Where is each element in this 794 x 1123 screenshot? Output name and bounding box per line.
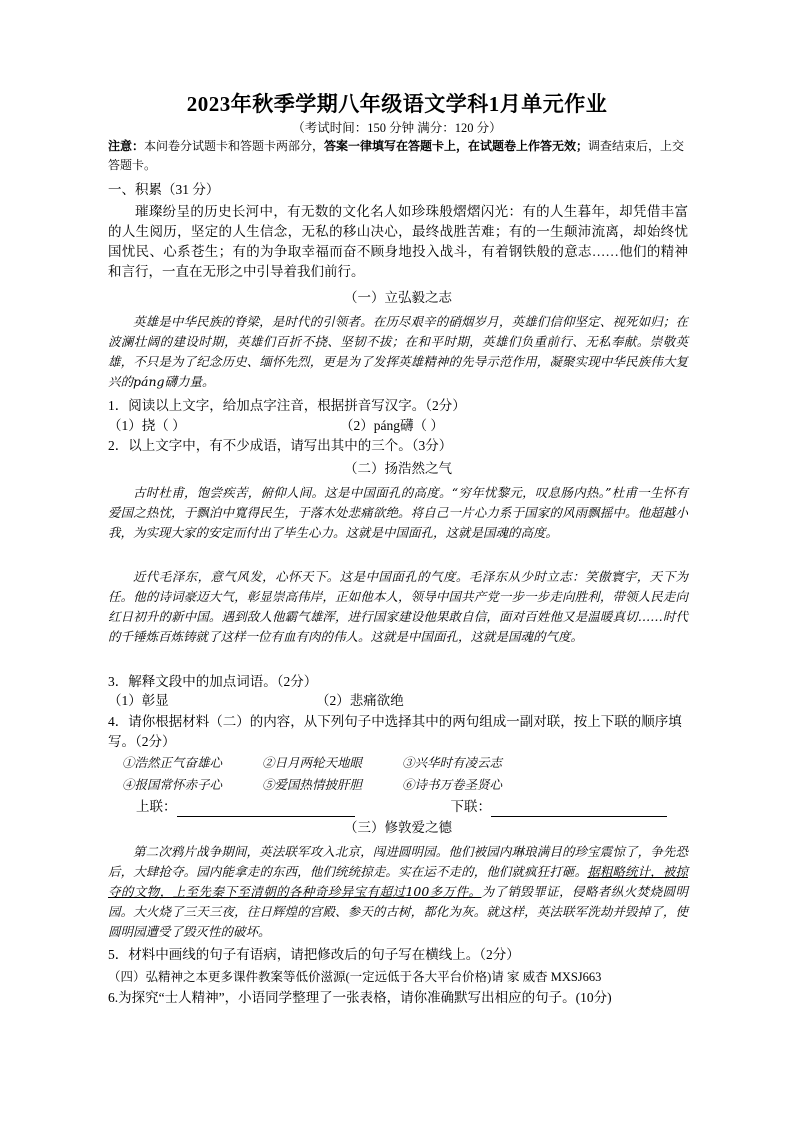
- question-3-a: （1）彰显: [108, 693, 169, 708]
- page-title: 2023年秋季学期八年级语文学科1月单元作业: [186, 92, 608, 116]
- part-1-heading: （一）立弘毅之志: [344, 290, 452, 305]
- part-2-passage-2: 近代毛泽东，意气风发，心怀天下。这是中国面孔的气度。毛泽东从少时立志：笑傲寰宇，天下为任。他的诗词豪迈大气，彰显崇高伟岸，正如他本人，领导中国共产党一步一步走向胜利，带领人民走向红日初升的新中国。遇到敌人他霸气雄浑，进行国家建设他果敢自信，面对百姓他又是温暖真切……时代的千锤炼百炼铸就了这样一位有血有肉的伟人。这就是中国面孔，这就是国魂的气度。: [108, 569, 688, 644]
- question-1-a: （1）挠（ ）: [108, 418, 186, 433]
- option-5: ⑤爱国热情披肝胆: [262, 777, 363, 792]
- couplet-options-row-2: [122, 775, 702, 795]
- part-3-passage: [108, 842, 688, 942]
- question-1: 1．阅读以上文字，给加点字注音，根据拼音写汉字。（2分）: [108, 398, 466, 413]
- part-3-passage-a: 第二次鸦片战争期间，英法联军攻入北京，闯进圆明园。他们被园内琳琅满目的珍宝震惊了，争先恐后，大肆抢夺。园内能拿走的东西，他们统统掠走。实在运不走的，他们就疯狂打砸。: [108, 844, 688, 879]
- part-3-passage-b: 为了销毁罪证，侵略者纵火焚烧圆明园。大火烧了三天三夜，往日辉煌的宫殿、参天的古树，都化为灰。就这样，英法联军洗劫并毁掉了，使圆明园遭受了毁灭性的破坏。: [108, 884, 688, 939]
- question-1-answers: [108, 416, 688, 436]
- option-3: ③兴华时有凌云志: [402, 755, 503, 770]
- question-6: 6.为探究“士人精神”，小语同学整理了一张表格，请你准确默写出相应的句子。(10分): [108, 990, 612, 1005]
- section-1-heading: 一、积累（31 分）: [108, 182, 220, 197]
- option-2: ②日月两轮天地眼: [262, 755, 363, 770]
- option-4: ④报国常怀赤子心: [122, 777, 223, 792]
- section-1-intro: 璀璨纷呈的历史长河中，有无数的文化名人如珍珠般熠熠闪光：有的人生暮年，却凭借丰富的人生阅历，坚定的人生信念，无私的移山决心，最终战胜苦难；有的一生颠沛流离，却始终忧国忧民、心系苍生；有的为争取幸福而奋不顾身地投入战斗，有着钢铁般的意志……他们的精神和言行，一直在无形之中引导着我们前行。: [108, 204, 688, 279]
- question-5: 5．材料中画线的句子有语病，请把修改后的句子写在横线上。（2分）: [108, 947, 520, 962]
- part-1-passage: 英雄是中华民族的脊梁，是时代的引领者。在历尽艰辛的硝烟岁月，英雄们信仰坚定、视死如归；在波澜壮阔的建设时期，英雄们百折不挠、坚韧不拔；在和平时期，英雄们负重前行、无私奉献。崇敬英雄，不只是为了纪念历史、缅怀先烈，更是为了发挥英雄精神的先导示范作用，凝聚实现中华民族伟大复兴的páng礴力量。: [108, 314, 688, 389]
- exam-info: （考试时间：150 分钟 满分：120 分）: [292, 121, 502, 135]
- question-3-items: [108, 691, 688, 711]
- part-2-heading: （二）扬浩然之气: [344, 461, 452, 476]
- part-2-passage-1: 古时杜甫，饱尝疾苦，俯仰人间。这是中国面孔的高度。“穷年忧黎元，叹息肠内热。”杜甫一生怀有爱国之热忱，于飘泊中寬得民生，于落木处悲痛欲绝。将自己一片心力系于国家的风雨飘摇中。他超越小我，为实现大家的安定而付出了毕生心力。这就是中国面孔，这就是国魂的高度。: [108, 485, 688, 540]
- option-1: ①浩然正气奋雄心: [122, 755, 223, 770]
- lower-couplet-blank[interactable]: [491, 802, 667, 817]
- question-4: 4．请你根据材料（二）的内容，从下列句子中选择其中的两句组成一副对联，按上下联的顺序填写。（2分）: [108, 714, 682, 749]
- question-3-b: （2）悲痛欲绝: [316, 693, 404, 708]
- couplet-options-row-1: [122, 753, 702, 773]
- part-3-heading: （三）修敦爱之德: [344, 820, 452, 835]
- question-2: 2．以上文字中，有不少成语，请写出其中的三个。（3分）: [108, 438, 453, 453]
- upper-couplet-label: 上联：: [136, 799, 177, 814]
- question-1-b: （2）páng礴（ ）: [340, 418, 444, 433]
- notice-end: 调查结束后，上交答题卡。: [108, 139, 685, 172]
- part-4-heading: （四）弘精神之本更多课件教案等低价滋源(一定远低于各大平台价格)请 家 威杳 MXSJ663: [108, 970, 602, 984]
- upper-couplet-blank[interactable]: [177, 802, 355, 817]
- lower-couplet-label: 下联：: [450, 799, 491, 814]
- notice-label: 注意：: [108, 139, 145, 153]
- underlined-sentence: 据粗略统计，被掠夺的文物，上至先秦下至清朝的各种奇珍异宝有超过100多万件。: [108, 864, 688, 899]
- notice-bold: 答案一律填写在答题卡上，在试题卷上作答无效；: [324, 139, 589, 153]
- couplet-answer-row: [136, 797, 716, 817]
- notice-text: 本问卷分试题卡和答题卡两部分，: [144, 139, 325, 153]
- notice: [108, 137, 688, 175]
- option-6: ⑥诗书万卷圣贤心: [402, 777, 503, 792]
- question-3: 3．解释文段中的加点词语。（2分）: [108, 674, 318, 689]
